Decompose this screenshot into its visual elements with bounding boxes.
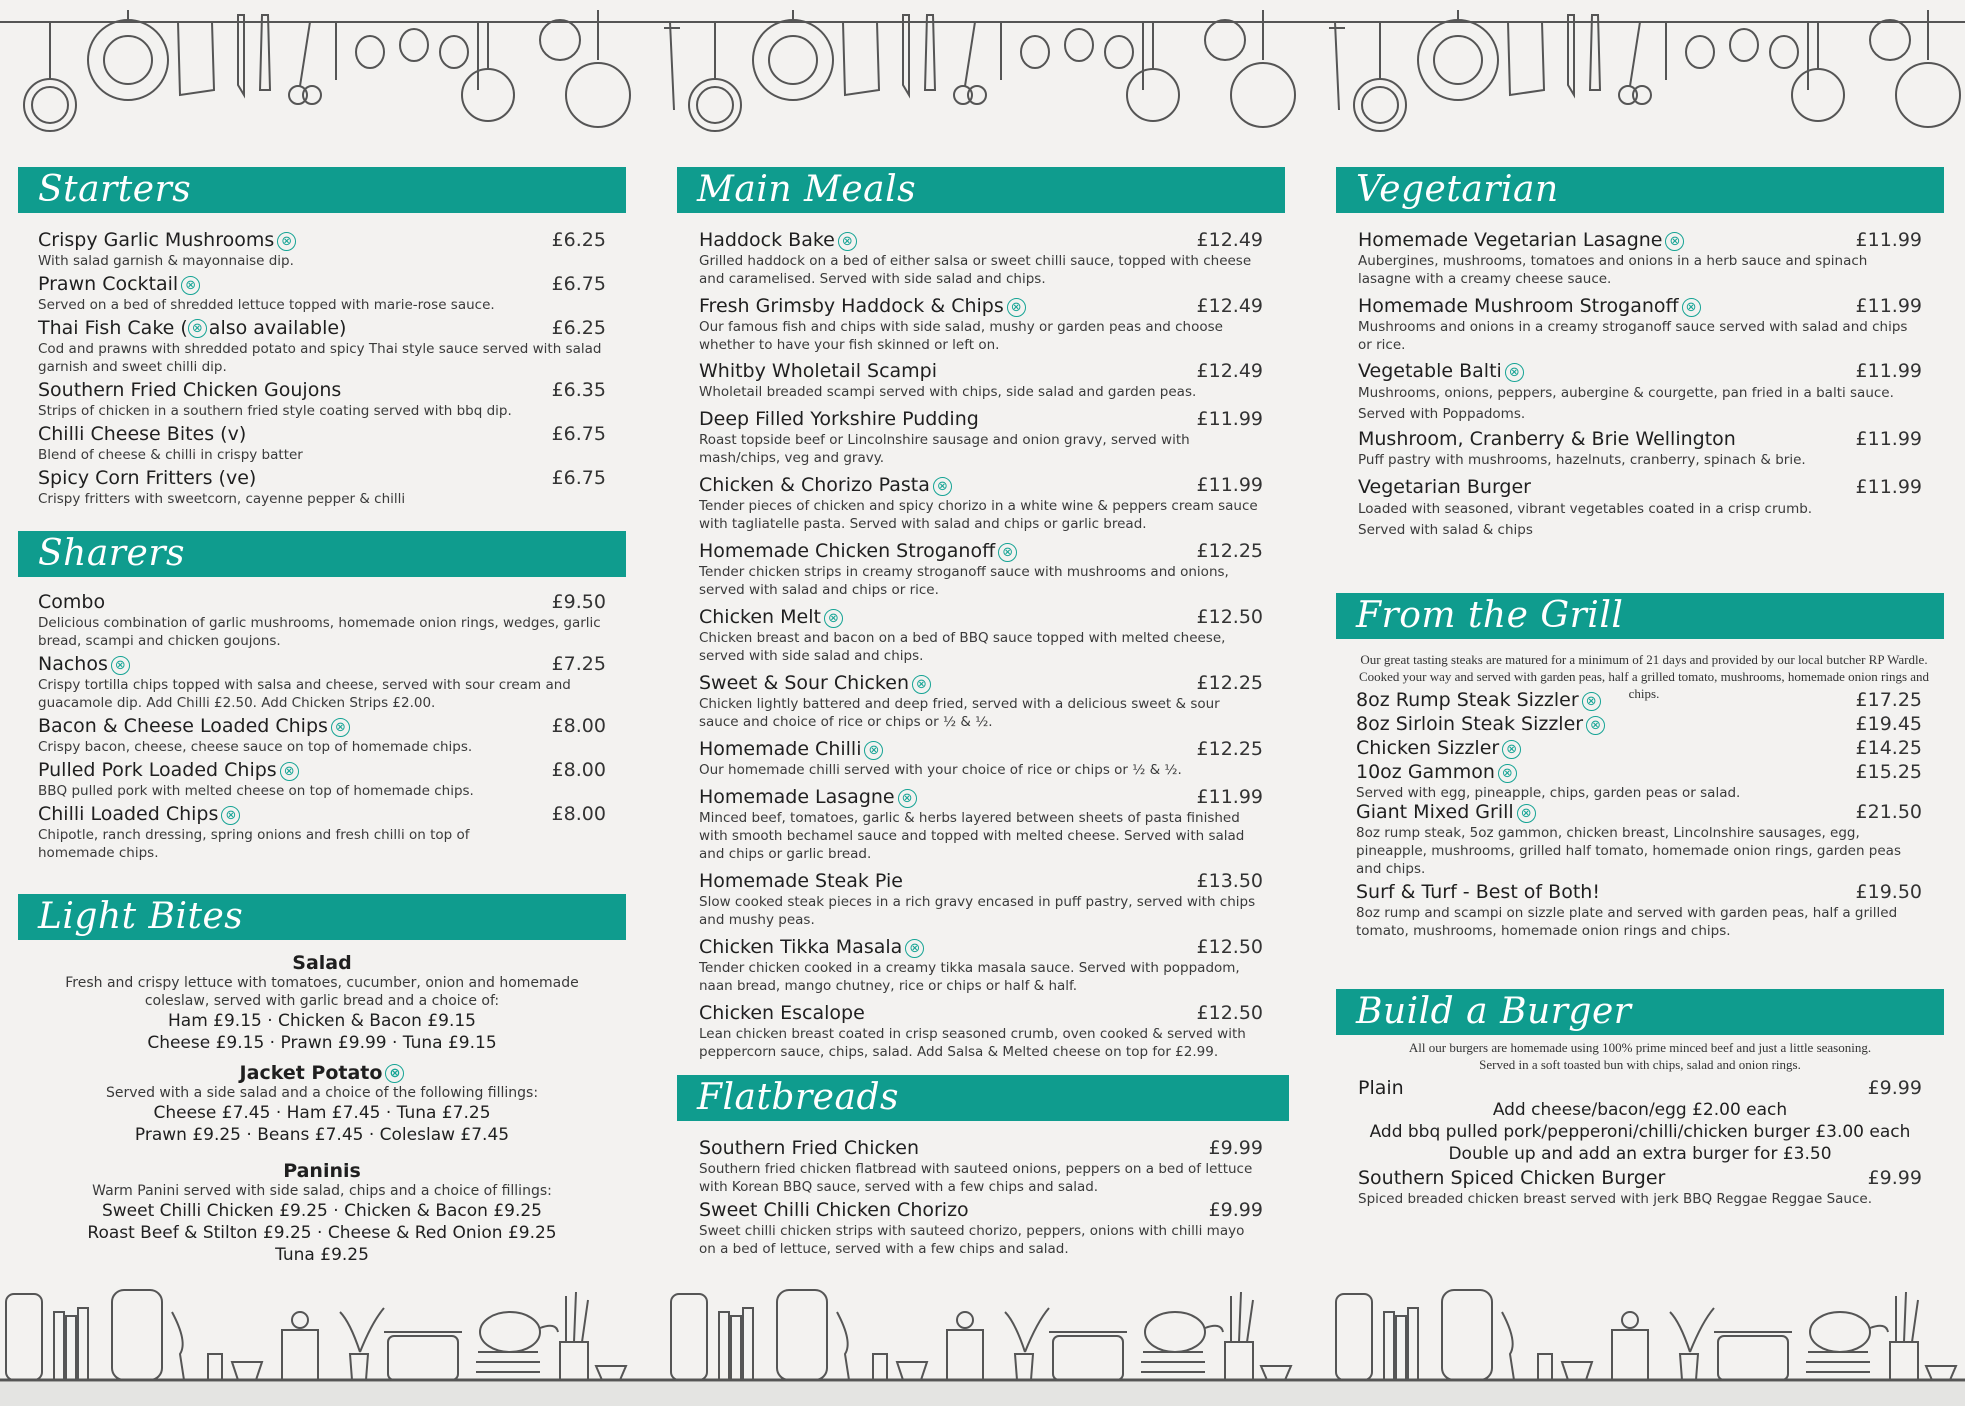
- item-description: Served on a bed of shredded lettuce topped with marie-rose sauce.: [38, 297, 495, 313]
- crossed-circle-icon: ⊗: [1665, 232, 1684, 251]
- item-name: Prawn Cocktail: [38, 273, 179, 295]
- item-price: £6.25: [551, 229, 606, 251]
- item-description: Delicious combination of garlic mushrooms, homemade onion rings, wedges, garlic bread, scampi and chicken goujons.: [38, 615, 601, 649]
- item-name: Chicken Sizzler: [1356, 737, 1500, 759]
- column-right: [1336, 167, 1944, 1267]
- section-banner: [18, 531, 626, 577]
- item-description: Chicken lightly battered and deep fried, served with a delicious sweet & sour sauce and choice of rice or chips or ½ & ½.: [699, 696, 1220, 730]
- item-name: Chicken Tikka Masala: [699, 936, 903, 958]
- item-description: 8oz rump and scampi on sizzle plate and served with garden peas, half a grilled tomato, mushrooms, homemade onion rings and chips.: [1356, 905, 1898, 939]
- menu-item: [699, 672, 1263, 731]
- item-description: Sweet chilli chicken strips with sauteed chorizo, peppers, onions with chilli mayo on a bed of lettuce, served with a few chips and salad.: [699, 1223, 1245, 1257]
- item-description: Chipotle, ranch dressing, spring onions and fresh chilli on top of homemade chips.: [38, 827, 470, 861]
- crossed-circle-icon: ⊗: [188, 319, 207, 338]
- menu-item: [699, 408, 1263, 467]
- item-price: £11.99: [1855, 428, 1922, 450]
- crossed-circle-icon: ⊗: [1505, 363, 1524, 382]
- item-price: £7.25: [551, 653, 606, 675]
- burger-addon: Add cheese/bacon/egg £2.00 each: [1492, 1100, 1788, 1120]
- crossed-circle-icon: ⊗: [181, 276, 200, 295]
- item-description: Mushrooms and onions in a creamy stroganoff sauce served with salad and chips or rice.: [1358, 319, 1908, 353]
- menu-item: [38, 273, 606, 314]
- menu-item: [38, 759, 606, 800]
- grill-intro: Our great tasting steaks are matured for a minimum of 21 days and provided by our local butcher RP Wardle. Cooked your way and served with garden peas, half a grilled tomato, mushrooms, homemade onion rings and chips.: [1358, 652, 1930, 701]
- item-price: £11.99: [1855, 229, 1922, 251]
- item-name: Fresh Grimsby Haddock & Chips: [699, 295, 1004, 317]
- menu-item: [699, 870, 1263, 929]
- item-name: Sweet Chilli Chicken Chorizo: [699, 1199, 969, 1221]
- item-description: BBQ pulled pork with melted cheese on top of homemade chips.: [38, 783, 474, 799]
- menu-item: [699, 295, 1263, 354]
- section-title: Flatbreads: [697, 1077, 899, 1118]
- light-bite-options: Roast Beef & Stilton £9.25 · Cheese & Red Onion £9.25: [87, 1223, 557, 1243]
- section-banner: [1336, 989, 1944, 1035]
- item-price: £12.50: [1196, 606, 1263, 628]
- item-name: Combo: [38, 591, 106, 613]
- item-description: Grilled haddock on a bed of either salsa or sweet chilli sauce, topped with cheese and caramelised. Served with side salad and chips.: [699, 253, 1252, 287]
- burger-intro: [1336, 1039, 1944, 1073]
- item-description: Our famous fish and chips with side salad, mushy or garden peas and choose whether to have your fish skinned or left on.: [699, 319, 1223, 353]
- item-price: £9.99: [1867, 1077, 1922, 1099]
- light-bite-options: Prawn £9.25 · Beans £7.45 · Coleslaw £7.45: [134, 1125, 510, 1145]
- item-description: Loaded with seasoned, vibrant vegetables coated in a crisp crumb. Served with salad & chips: [1358, 501, 1813, 538]
- item-name: Nachos: [38, 653, 108, 675]
- light-bite-description: Fresh and crispy lettuce with tomatoes, cucumber, onion and homemade coleslaw, served with garlic bread and a choice of:: [65, 975, 579, 1009]
- light-bite-title: Salad: [292, 952, 352, 974]
- item-name: Vegetarian Burger: [1358, 476, 1531, 498]
- item-price: £11.99: [1855, 360, 1922, 382]
- crossed-circle-icon: ⊗: [1582, 692, 1601, 711]
- burger-intro-line: Served in a soft toasted bun with chips, salad and onion rings.: [1479, 1057, 1801, 1072]
- menu-item: [38, 467, 606, 508]
- crossed-circle-icon: ⊗: [905, 939, 924, 958]
- item-price: £19.45: [1855, 713, 1922, 735]
- menu-item: [699, 606, 1263, 665]
- item-description: Spiced breaded chicken breast served with jerk BBQ Reggae Reggae Sauce.: [1358, 1191, 1873, 1207]
- item-name: Whitby Wholetail Scampi: [699, 360, 938, 382]
- item-description: Roast topside beef or Lincolnshire sausage and onion gravy, served with mash/chips, veg and gravy.: [699, 432, 1190, 466]
- item-price: £12.50: [1196, 936, 1263, 958]
- item-price: £6.35: [551, 379, 606, 401]
- item-price: £14.25: [1855, 737, 1922, 759]
- item-description: Served with egg, pineapple, chips, garden peas or salad.: [1356, 785, 1741, 801]
- light-bite-jacket-potato: [18, 1062, 626, 1146]
- kitchen-shelf-illustration: [0, 1272, 1965, 1406]
- item-name: Chicken Melt: [699, 606, 821, 628]
- item-price: £11.99: [1196, 474, 1263, 496]
- menu-item: [699, 474, 1263, 533]
- section-title: Main Meals: [697, 169, 917, 210]
- item-price: £12.25: [1196, 672, 1263, 694]
- menu-item: [1358, 428, 1922, 469]
- menu-item: [38, 803, 606, 862]
- crossed-circle-icon: ⊗: [1586, 716, 1605, 735]
- menu-item: [1356, 689, 1922, 711]
- section-banner: [18, 167, 626, 213]
- item-name: 8oz Rump Steak Sizzler: [1356, 689, 1579, 711]
- section-title: Sharers: [38, 533, 186, 574]
- crossed-circle-icon: ⊗: [221, 806, 240, 825]
- item-description: Wholetail breaded scampi served with chips, side salad and garden peas.: [699, 384, 1197, 400]
- item-description: Tender chicken cooked in a creamy tikka masala sauce. Served with poppadom, naan bread, mango chutney, rice or chips or half & half.: [699, 960, 1240, 994]
- crossed-circle-icon: ⊗: [111, 656, 130, 675]
- item-description: Tender chicken strips in creamy stroganoff sauce with mushrooms and onions, served with salad and chips or rice.: [699, 564, 1229, 598]
- item-description: Blend of cheese & chilli in crispy batter: [38, 447, 303, 463]
- crossed-circle-icon: ⊗: [331, 718, 350, 737]
- section-light-bites: [18, 894, 626, 1267]
- menu-item: [1356, 761, 1922, 802]
- item-price: £6.75: [551, 273, 606, 295]
- item-price: £9.50: [551, 591, 606, 613]
- menu-item: [699, 360, 1263, 401]
- item-name: Spicy Corn Fritters (ve): [38, 467, 257, 489]
- section-sharers: [18, 531, 626, 871]
- item-price: £8.00: [551, 715, 606, 737]
- menu-item: [699, 1137, 1263, 1196]
- column-left: [18, 167, 626, 1267]
- item-price: £17.25: [1855, 689, 1922, 711]
- crossed-circle-icon: ⊗: [864, 741, 883, 760]
- item-name: Surf & Turf - Best of Both!: [1356, 881, 1600, 903]
- item-description: 8oz rump steak, 5oz gammon, chicken breast, Lincolnshire sausages, egg, pineapple, mushrooms, grilled half tomato, homemade onion rings, garden peas and chips.: [1356, 825, 1901, 877]
- light-bite-description: Warm Panini served with side salad, chips and a choice of fillings:: [92, 1183, 552, 1199]
- item-name: Homemade Steak Pie: [699, 870, 903, 892]
- menu-item: [1356, 713, 1922, 735]
- item-name: Vegetable Balti: [1358, 360, 1502, 382]
- crossed-circle-icon: ⊗: [898, 789, 917, 808]
- hanging-utensils-illustration: [0, 0, 1965, 150]
- section-banner: [677, 167, 1285, 213]
- item-name: Chicken & Chorizo Pasta: [699, 474, 930, 496]
- item-name: Southern Spiced Chicken Burger: [1358, 1167, 1666, 1189]
- section-build-a-burger: [1336, 989, 1944, 1219]
- item-price: £6.75: [551, 423, 606, 445]
- section-title: Vegetarian: [1356, 169, 1559, 210]
- item-price: £12.49: [1196, 229, 1263, 251]
- menu-item: [1358, 229, 1922, 288]
- item-description: Tender pieces of chicken and spicy chorizo in a white wine & peppers cream sauce with tagliatelle pasta. Served with salad and chips or garlic bread.: [699, 498, 1258, 532]
- light-bite-title: Jacket Potato ⊗: [18, 1062, 626, 1084]
- item-name: Chicken Escalope: [699, 1002, 865, 1024]
- section-banner: [1336, 167, 1944, 213]
- item-price: £9.99: [1867, 1167, 1922, 1189]
- section-from-the-grill: [1336, 593, 1944, 939]
- menu-item: [38, 591, 606, 650]
- light-bite-options: Ham £9.15 · Chicken & Bacon £9.15: [168, 1011, 476, 1031]
- light-bite-description: Served with a side salad and a choice of the following fillings:: [105, 1085, 539, 1101]
- menu-item: [38, 653, 606, 712]
- item-price: £9.99: [1208, 1199, 1263, 1221]
- item-price: £19.50: [1855, 881, 1922, 903]
- item-name: Chilli Loaded Chips: [38, 803, 219, 825]
- item-description: Southern fried chicken flatbread with sauteed onions, peppers on a bed of lettuce with Korean BBQ sauce, served with a few chips and salad.: [699, 1161, 1253, 1195]
- item-price: £11.99: [1196, 786, 1263, 808]
- item-name: Sweet & Sour Chicken: [699, 672, 909, 694]
- burger-addon: Double up and add an extra burger for £3.50: [1448, 1144, 1832, 1164]
- menu-item: [699, 1199, 1263, 1258]
- menu-item: [699, 738, 1263, 779]
- item-description: Our homemade chilli served with your choice of rice or chips or ½ & ½.: [699, 762, 1182, 778]
- item-price: £11.99: [1196, 408, 1263, 430]
- item-description: With salad garnish & mayonnaise dip.: [38, 253, 294, 269]
- menu-item: [38, 229, 606, 270]
- item-description: Chicken breast and bacon on a bed of BBQ sauce topped with melted cheese, served with side salad and chips.: [699, 630, 1226, 664]
- item-name: Homemade Mushroom Stroganoff: [1358, 295, 1679, 317]
- item-name: Homemade Lasagne: [699, 786, 895, 808]
- item-name: Chilli Cheese Bites (v): [38, 423, 247, 445]
- crossed-circle-icon: ⊗: [277, 232, 296, 251]
- crossed-circle-icon: ⊗: [998, 543, 1017, 562]
- menu-item: [699, 1002, 1263, 1061]
- crossed-circle-icon: ⊗: [1498, 764, 1517, 783]
- menu-item: [1356, 737, 1922, 759]
- crossed-circle-icon: ⊗: [838, 232, 857, 251]
- crossed-circle-icon: ⊗: [824, 609, 843, 628]
- item-description: Minced beef, tomatoes, garlic & herbs layered between sheets of pasta finished with smooth bechamel sauce and topped with melted cheese. Served with salad and chips or garlic bread.: [699, 810, 1245, 862]
- light-bite-salad: [18, 952, 626, 1054]
- section-title: Build a Burger: [1356, 991, 1632, 1032]
- menu-item: [1356, 801, 1922, 878]
- item-name: Deep Filled Yorkshire Pudding: [699, 408, 979, 430]
- light-bite-paninis: [18, 1160, 626, 1266]
- item-name: Homemade Chilli: [699, 738, 862, 760]
- menu-item: [38, 423, 606, 464]
- item-description: Crispy bacon, cheese, cheese sauce on top of homemade chips.: [38, 739, 473, 755]
- light-bite-options: Tuna £9.25: [275, 1245, 369, 1265]
- menu-item: [1358, 1077, 1922, 1099]
- crossed-circle-icon: ⊗: [933, 477, 952, 496]
- menu-item: [1356, 881, 1922, 940]
- section-banner: [18, 894, 626, 940]
- crossed-circle-icon: ⊗: [280, 762, 299, 781]
- crossed-circle-icon: ⊗: [1517, 804, 1536, 823]
- menu-item: [1358, 476, 1922, 541]
- item-price: £8.00: [551, 759, 606, 781]
- item-description: Mushrooms, onions, peppers, aubergine & courgette, pan fried in a balti sauce. Served with Poppadoms.: [1358, 385, 1894, 422]
- item-name: 10oz Gammon: [1356, 761, 1495, 783]
- item-price: £12.49: [1196, 360, 1263, 382]
- crossed-circle-icon: ⊗: [1007, 298, 1026, 317]
- section-banner: [1336, 593, 1944, 639]
- item-price: £13.50: [1196, 870, 1263, 892]
- item-name: Giant Mixed Grill: [1356, 801, 1514, 823]
- item-description: Crispy fritters with sweetcorn, cayenne pepper & chilli: [38, 491, 406, 507]
- menu-item: [1358, 295, 1922, 354]
- section-title: From the Grill: [1356, 595, 1624, 636]
- crossed-circle-icon: ⊗: [912, 675, 931, 694]
- item-name: Haddock Bake: [699, 229, 835, 251]
- item-name: Crispy Garlic Mushrooms: [38, 229, 275, 251]
- item-price: £21.50: [1855, 801, 1922, 823]
- item-description: Puff pastry with mushrooms, hazelnuts, cranberry, spinach & brie.: [1358, 452, 1806, 468]
- menu-item: [38, 379, 606, 420]
- item-name: Pulled Pork Loaded Chips: [38, 759, 277, 781]
- item-description: Slow cooked steak pieces in a rich gravy encased in puff pastry, served with chips and mushy peas.: [699, 894, 1256, 928]
- item-price: £11.99: [1855, 476, 1922, 498]
- item-description: Cod and prawns with shredded potato and spicy Thai style sauce served with salad garnish and sweet chilli dip.: [38, 341, 602, 375]
- light-bite-options: Cheese £7.45 · Ham £7.45 · Tuna £7.25: [153, 1103, 491, 1123]
- menu-item: [699, 786, 1263, 863]
- item-description: Strips of chicken in a southern fried style coating served with bbq dip.: [38, 403, 512, 419]
- item-price: £12.25: [1196, 540, 1263, 562]
- menu-item: [1358, 360, 1922, 425]
- menu-item: [699, 229, 1263, 288]
- menu-item: [38, 715, 606, 756]
- item-name: Southern Fried Chicken Goujons: [38, 379, 342, 401]
- burger-intro-line: All our burgers are homemade using 100% prime minced beef and just a little seasoning.: [1408, 1040, 1872, 1055]
- menu-item: [38, 317, 606, 376]
- item-name: Mushroom, Cranberry & Brie Wellington: [1358, 428, 1736, 450]
- item-name: Plain: [1358, 1077, 1404, 1099]
- item-price: £6.25: [551, 317, 606, 339]
- section-starters: [18, 167, 626, 507]
- menu-item: [699, 540, 1263, 599]
- item-price: £12.49: [1196, 295, 1263, 317]
- menu-item: [1358, 1167, 1922, 1208]
- column-middle: [677, 167, 1285, 1267]
- section-title: Starters: [38, 169, 192, 210]
- section-banner: [677, 1075, 1289, 1121]
- crossed-circle-icon: ⊗: [385, 1064, 404, 1083]
- light-bite-title: Paninis: [283, 1160, 361, 1182]
- item-price: £11.99: [1855, 295, 1922, 317]
- menu-item: [699, 936, 1263, 995]
- light-bite-options: Cheese £9.15 · Prawn £9.99 · Tuna £9.15: [147, 1033, 497, 1053]
- section-vegetarian: [1336, 167, 1944, 547]
- item-price: £12.25: [1196, 738, 1263, 760]
- crossed-circle-icon: ⊗: [1682, 298, 1701, 317]
- light-bite-options: Sweet Chilli Chicken £9.25 · Chicken & Bacon £9.25: [101, 1201, 543, 1221]
- item-price: £6.75: [551, 467, 606, 489]
- item-price: £8.00: [551, 803, 606, 825]
- section-main-meals: [677, 167, 1285, 1067]
- item-name: 8oz Sirloin Steak Sizzler: [1356, 713, 1584, 735]
- burger-addon: Add bbq pulled pork/pepperoni/chilli/chicken burger £3.00 each: [1369, 1122, 1911, 1142]
- section-title: Light Bites: [38, 896, 244, 937]
- item-price: £15.25: [1855, 761, 1922, 783]
- item-name: Thai Fish Cake ( ⊗ also available): [38, 317, 347, 339]
- item-price: £9.99: [1208, 1137, 1263, 1159]
- item-name: Homemade Chicken Stroganoff: [699, 540, 996, 562]
- item-name: Southern Fried Chicken: [699, 1137, 919, 1159]
- item-description: Lean chicken breast coated in crisp seasoned crumb, oven cooked & served with peppercorn sauce, chips, salad. Add Salsa & Melted cheese on top for £2.99.: [699, 1026, 1246, 1060]
- item-name: Bacon & Cheese Loaded Chips: [38, 715, 328, 737]
- item-description: Aubergines, mushrooms, tomatoes and onions in a herb sauce and spinach lasagne with a creamy cheese sauce.: [1358, 253, 1868, 287]
- section-flatbreads: [677, 1075, 1285, 1255]
- crossed-circle-icon: ⊗: [1502, 740, 1521, 759]
- item-name: Homemade Vegetarian Lasagne: [1358, 229, 1663, 251]
- item-description: Crispy tortilla chips topped with salsa and cheese, served with sour cream and guacamole dip. Add Chilli £2.50. Add Chicken Strips £2.00.: [38, 677, 571, 711]
- item-price: £12.50: [1196, 1002, 1263, 1024]
